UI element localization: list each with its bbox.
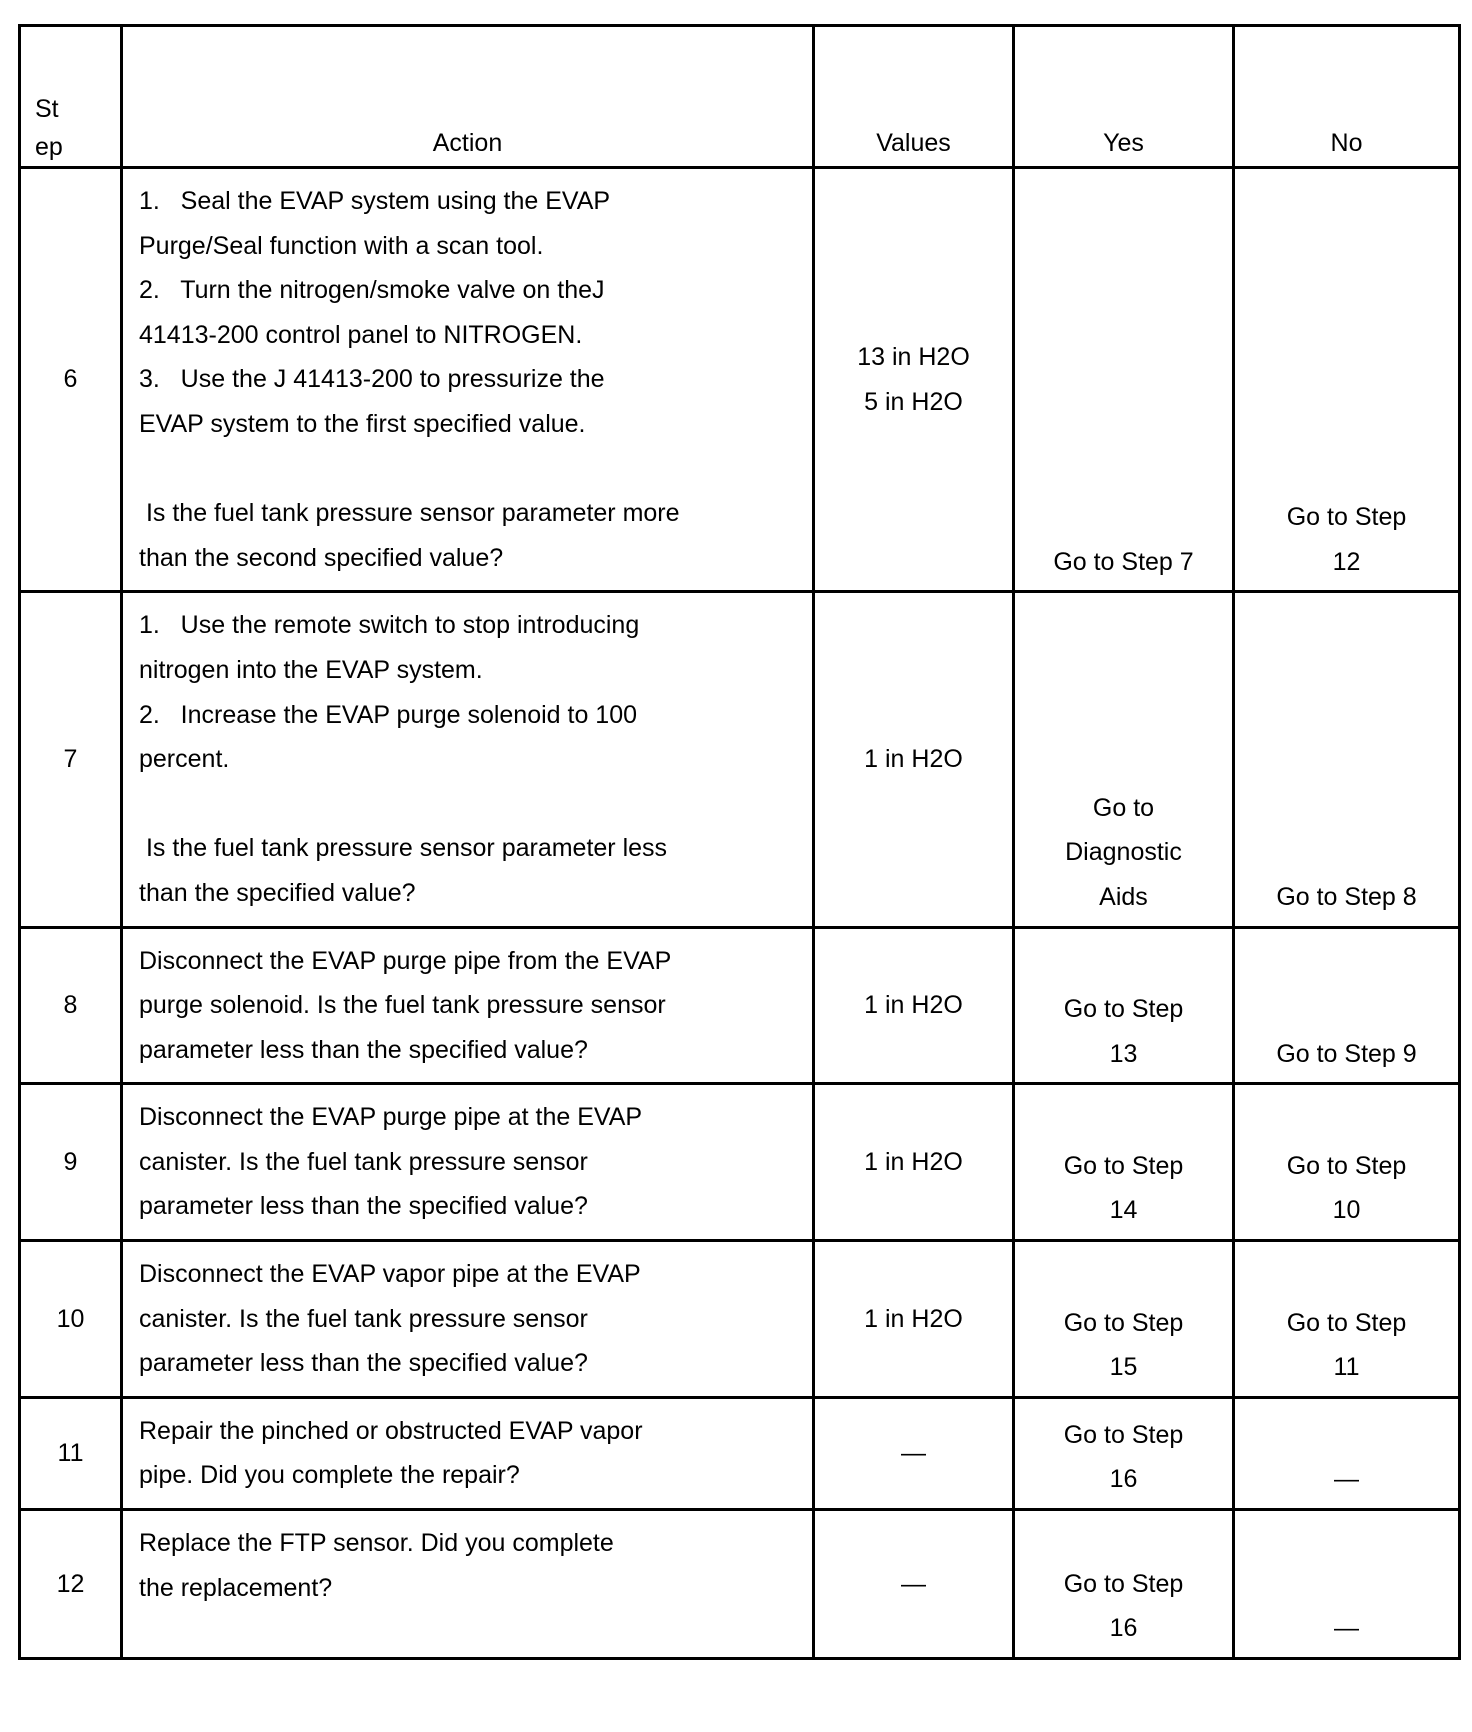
table-row (20, 1241, 1460, 1398)
values-cell (814, 168, 1014, 592)
step-number: 8 (20, 927, 122, 1084)
value-line: 5 in H2O (864, 387, 963, 416)
header-step (20, 26, 122, 168)
header-action: Action (122, 26, 814, 168)
yes-line: 16 (1109, 1614, 1138, 1643)
action-line: canister. Is the fuel tank pressure sensor (139, 1304, 588, 1333)
action-line: Disconnect the EVAP purge pipe from the EVAP (139, 946, 672, 975)
value-line: 1 in H2O (864, 745, 963, 774)
no-line: 10 (1332, 1196, 1361, 1225)
no-line: Go to Step 8 (1276, 882, 1417, 911)
value-line: 1 in H2O (864, 1147, 963, 1176)
question-line: than the second specified value? (139, 543, 504, 572)
action-line: 2. Turn the nitrogen/smoke valve on theJ (139, 276, 605, 305)
yes-line: 15 (1109, 1353, 1138, 1382)
action-cell (122, 1084, 814, 1241)
action-line: 2. Increase the EVAP purge solenoid to 100 (139, 700, 638, 729)
yes-cell[interactable] (1014, 927, 1234, 1084)
spacer (139, 447, 798, 492)
action-line: 41413-200 control panel to NITROGEN. (139, 320, 583, 349)
yes-cell[interactable] (1014, 1397, 1234, 1509)
action-line: parameter less than the specified value? (139, 1035, 588, 1064)
header-step-line1: St (35, 95, 59, 123)
no-line: Go to Step (1286, 503, 1407, 532)
action-line: EVAP system to the first specified value. (139, 409, 586, 438)
action-line: parameter less than the specified value? (139, 1192, 588, 1221)
action-cell (122, 592, 814, 927)
action-cell (122, 1510, 814, 1659)
yes-line: Diagnostic (1065, 838, 1182, 867)
value-line: 1 in H2O (864, 991, 963, 1020)
table-row (20, 1397, 1460, 1509)
no-line: 11 (1333, 1353, 1360, 1382)
action-line: pipe. Did you complete the repair? (139, 1461, 520, 1490)
table-row (20, 927, 1460, 1084)
action-line: 1. Seal the EVAP system using the EVAP (139, 187, 611, 215)
action-line: percent. (139, 745, 230, 774)
no-cell[interactable] (1234, 1084, 1460, 1241)
header-values: Values (814, 26, 1014, 168)
no-line: 12 (1332, 547, 1361, 576)
diagnostic-table (18, 24, 1461, 1660)
question-line: than the specified value? (139, 878, 416, 907)
action-line: canister. Is the fuel tank pressure sensor (139, 1147, 588, 1176)
yes-line: Go to Step (1063, 1308, 1184, 1337)
yes-line: 16 (1109, 1465, 1138, 1494)
no-cell[interactable] (1234, 1241, 1460, 1398)
action-cell (122, 1241, 814, 1398)
yes-cell[interactable] (1014, 1510, 1234, 1659)
header-row (20, 26, 1460, 168)
action-line: Replace the FTP sensor. Did you complete (139, 1529, 614, 1558)
yes-line: 13 (1109, 1039, 1138, 1068)
header-yes: Yes (1014, 26, 1234, 168)
action-line: the replacement? (139, 1573, 333, 1602)
yes-cell[interactable] (1014, 1241, 1234, 1398)
no-line: — (1334, 1465, 1359, 1494)
value-line: — (901, 1439, 926, 1468)
values-cell (814, 927, 1014, 1084)
values-cell (814, 1397, 1014, 1509)
values-cell (814, 1241, 1014, 1398)
no-cell[interactable] (1234, 592, 1460, 927)
yes-cell[interactable] (1014, 1084, 1234, 1241)
values-cell (814, 1084, 1014, 1241)
yes-line: 14 (1109, 1196, 1138, 1225)
no-cell[interactable] (1234, 168, 1460, 592)
value-line: 13 in H2O (857, 343, 970, 372)
action-line: purge solenoid. Is the fuel tank pressure sensor (139, 991, 666, 1020)
step-number: 12 (20, 1510, 122, 1659)
yes-line: Go to Step (1063, 1420, 1184, 1449)
action-line: Purge/Seal function with a scan tool. (139, 231, 544, 260)
action-cell (122, 927, 814, 1084)
value-line: — (901, 1569, 926, 1598)
yes-cell[interactable] (1014, 168, 1234, 592)
table-row (20, 1084, 1460, 1241)
step-number: 9 (20, 1084, 122, 1241)
table-row (20, 1510, 1460, 1659)
table-row (20, 168, 1460, 592)
step-number: 11 (20, 1397, 122, 1509)
action-cell (122, 168, 814, 592)
header-step-line2: ep (35, 133, 63, 161)
action-line: Disconnect the EVAP purge pipe at the EVAP (139, 1103, 643, 1132)
question-line: Is the fuel tank pressure sensor parameter more (139, 499, 680, 528)
yes-line: Aids (1099, 882, 1148, 911)
yes-line: Go to Step (1063, 1151, 1184, 1180)
header-no: No (1234, 26, 1460, 168)
table-row (20, 592, 1460, 927)
no-line: Go to Step (1286, 1308, 1407, 1337)
action-line: Repair the pinched or obstructed EVAP vapor (139, 1416, 643, 1445)
no-line: Go to Step 9 (1276, 1039, 1417, 1068)
yes-cell[interactable] (1014, 592, 1234, 927)
action-cell (122, 1397, 814, 1509)
action-line: 1. Use the remote switch to stop introducing (139, 611, 640, 640)
action-line: parameter less than the specified value? (139, 1349, 588, 1378)
no-line: Go to Step (1286, 1151, 1407, 1180)
spacer (139, 782, 798, 827)
action-line: 3. Use the J 41413-200 to pressurize the (139, 365, 605, 394)
question-line: Is the fuel tank pressure sensor parameter less (139, 834, 668, 863)
action-line: nitrogen into the EVAP system. (139, 655, 483, 684)
no-cell (1234, 1397, 1460, 1509)
values-cell (814, 592, 1014, 927)
no-cell[interactable] (1234, 927, 1460, 1084)
step-number: 6 (20, 168, 122, 592)
step-number: 10 (20, 1241, 122, 1398)
yes-line: Go to Step (1063, 995, 1184, 1024)
no-line: — (1334, 1614, 1359, 1643)
no-cell (1234, 1510, 1460, 1659)
yes-line: Go to (1092, 793, 1155, 822)
action-line: Disconnect the EVAP vapor pipe at the EVAP (139, 1260, 641, 1289)
step-number: 7 (20, 592, 122, 927)
values-cell (814, 1510, 1014, 1659)
yes-line: Go to Step 7 (1053, 547, 1194, 576)
value-line: 1 in H2O (864, 1304, 963, 1333)
yes-line: Go to Step (1063, 1569, 1184, 1598)
